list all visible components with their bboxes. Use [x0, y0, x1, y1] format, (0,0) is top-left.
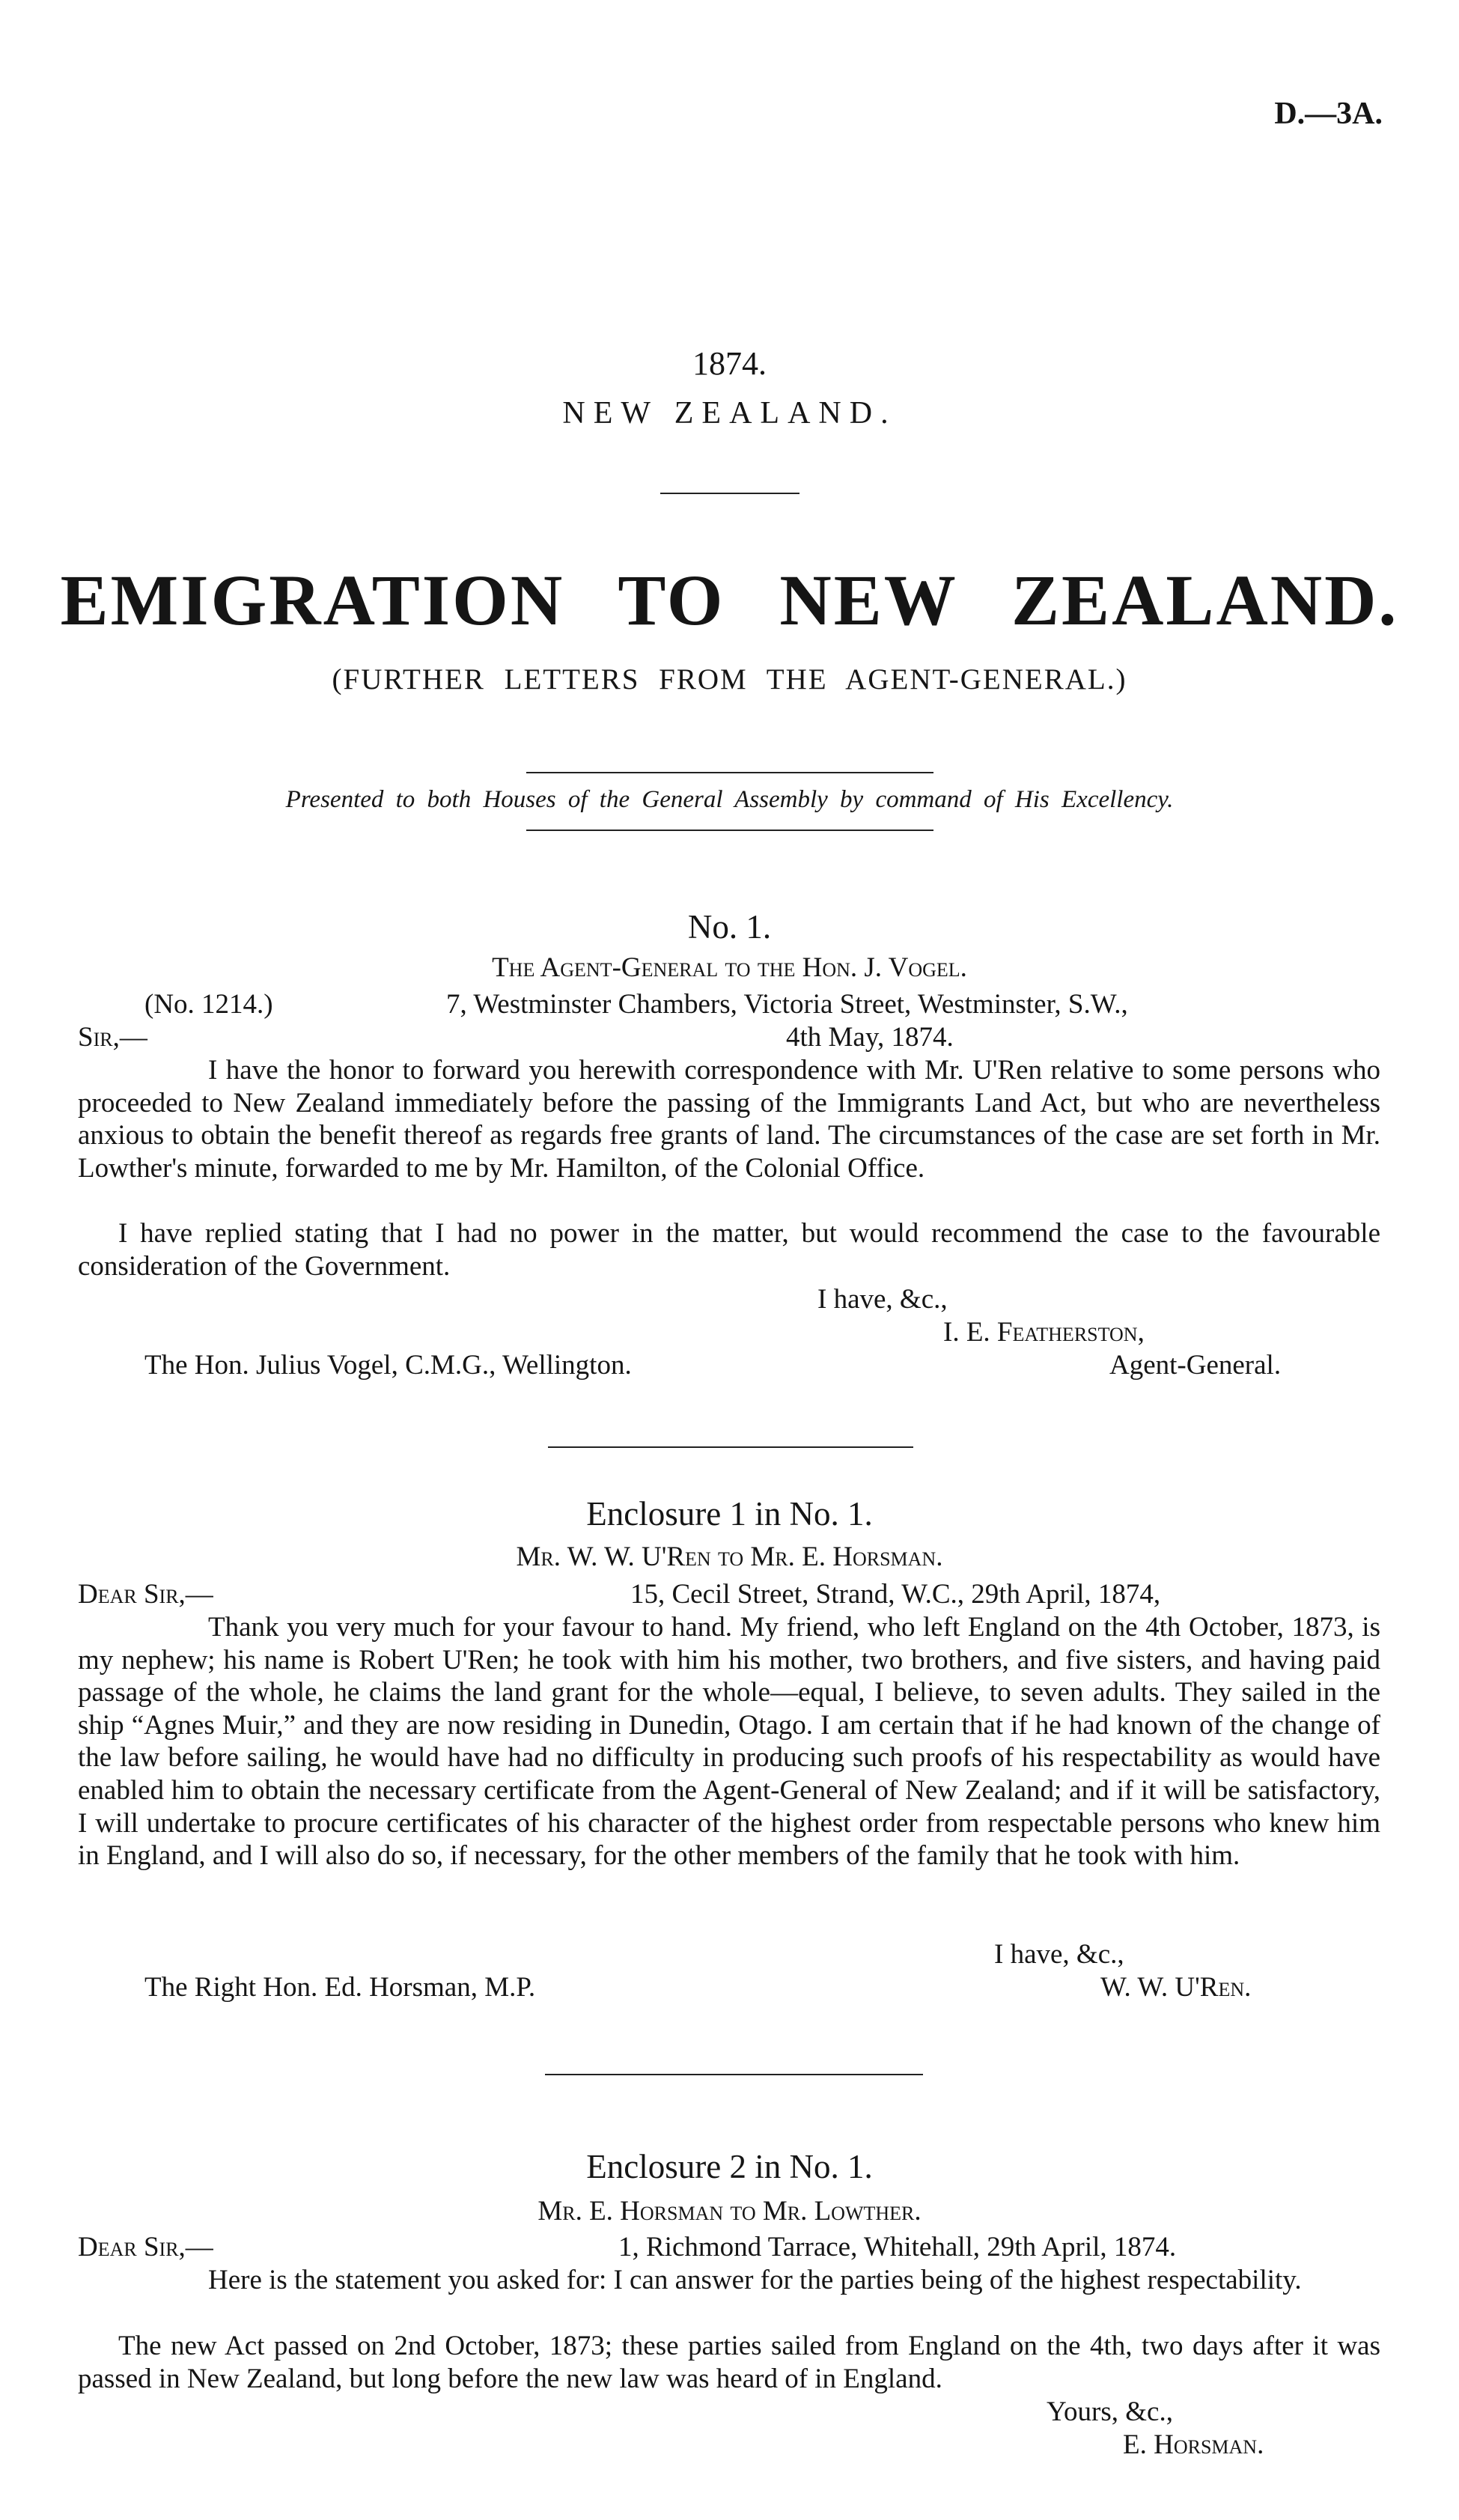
enclosure2-address: 1, Richmond Tarrace, Whitehall, 29th April, 1874.	[618, 2232, 1177, 2262]
year: 1874.	[692, 345, 767, 382]
enclosure2-heading: Enclosure 2 in No. 1.	[586, 2148, 873, 2185]
enclosure1-from-to: Mr. W. W. U'Ren to Mr. E. Horsman.	[516, 1541, 943, 1572]
presented-line: Presented to both Houses of the General Assembly by command of His Excellency.	[285, 786, 1174, 813]
enclosure1-paragraph: Thank you very much for your favour to hand. My friend, who left England on the 4th October, 1873, is my nephew; his name is Robert U'Ren; he took with him his mother, two brothers, and five sisters, and having paid passage of the whole, he claims the land grant for the whole—equal, I believe, to seven adults. They sailed in the ship “Agnes Muir,” and they are now residing in Dunedin, Otago. I am certain that if he had known of the change of the law before sailing, he would have had no difficulty in producing such proofs of his respectability as would have enabled him to obtain the necessary certificate from the Agent-General of New Zealand; and if it will be satisfactory, I will undertake to procure certificates of his character of the highest order from respectable persons who knew him in England, and I will also do so, if necessary, for the other members of the family that he took with him.	[78, 1612, 1380, 1872]
letter-date: 4th May, 1874.	[786, 1022, 954, 1053]
enclosure1-closing: I have, &c.,	[994, 1939, 1124, 1970]
document-title: EMIGRATION TO NEW ZEALAND.	[60, 560, 1399, 640]
letter-salutation: Sir,—	[78, 1022, 147, 1053]
enclosure2-paragraph-1: Here is the statement you asked for: I can answer for the parties being of the highest respectability.	[208, 2265, 1302, 2295]
letter-signatory-title: Agent-General.	[1109, 1350, 1282, 1381]
enclosure2-closing: Yours, &c.,	[1047, 2396, 1173, 2427]
letter-paragraph-2: I have replied stating that I had no power in the matter, but would recommend the case to the favourable consideration of the Government.	[78, 1218, 1380, 1282]
enclosure1-addressee: The Right Hon. Ed. Horsman, M.P.	[144, 1972, 536, 2003]
enclosure1-signature: W. W. U'Ren.	[1100, 1972, 1252, 2003]
enclosure2-signature: E. Horsman.	[1123, 2429, 1264, 2460]
letter-closing: I have, &c.,	[817, 1284, 948, 1315]
country-heading: NEW ZEALAND.	[562, 396, 897, 430]
letter-number: (No. 1214.)	[144, 989, 273, 1020]
enclosure1-salutation: Dear Sir,—	[78, 1579, 213, 1610]
page-reference: D.—3A.	[1274, 97, 1383, 131]
presented-rule-bottom	[526, 830, 933, 831]
enclosure2-from-to: Mr. E. Horsman to Mr. Lowther.	[537, 2196, 922, 2227]
enclosure1-heading: Enclosure 1 in No. 1.	[586, 1495, 873, 1533]
enclosure2-paragraph-2: The new Act passed on 2nd October, 1873; these parties sailed from England on the 4th, two days after it was passed in New Zealand, but long before the new law was heard of in England.	[78, 2331, 1380, 2394]
letter-heading: No. 1.	[687, 908, 772, 946]
letter-from-to: The Agent-General to the Hon. J. Vogel.	[492, 952, 967, 983]
presented-rule-top	[526, 772, 933, 773]
section-divider-2	[545, 2074, 923, 2075]
letter-addressee: The Hon. Julius Vogel, C.M.G., Wellington.	[144, 1350, 632, 1381]
document-subtitle: (FURTHER LETTERS FROM THE AGENT-GENERAL.)	[332, 663, 1127, 696]
letter-address: 7, Westminster Chambers, Victoria Street, Westminster, S.W.,	[446, 989, 1128, 1020]
enclosure1-address: 15, Cecil Street, Strand, W.C., 29th April, 1874,	[630, 1579, 1161, 1610]
enclosure2-salutation: Dear Sir,—	[78, 2232, 213, 2262]
title-divider	[660, 493, 799, 494]
section-divider-1	[548, 1446, 913, 1448]
letter-paragraph-1: I have the honor to forward you herewith correspondence with Mr. U'Ren relative to some persons who proceeded to New Zealand immediately before the passing of the Immigrants Land Act, but who are nevertheless anxious to obtain the benefit thereof as regards free grants of land. The circumstances of the case are set forth in Mr. Lowther's minute, forwarded to me by Mr. Hamilton, of the Colonial Office.	[78, 1055, 1380, 1184]
letter-signature: I. E. Featherston,	[943, 1317, 1145, 1348]
